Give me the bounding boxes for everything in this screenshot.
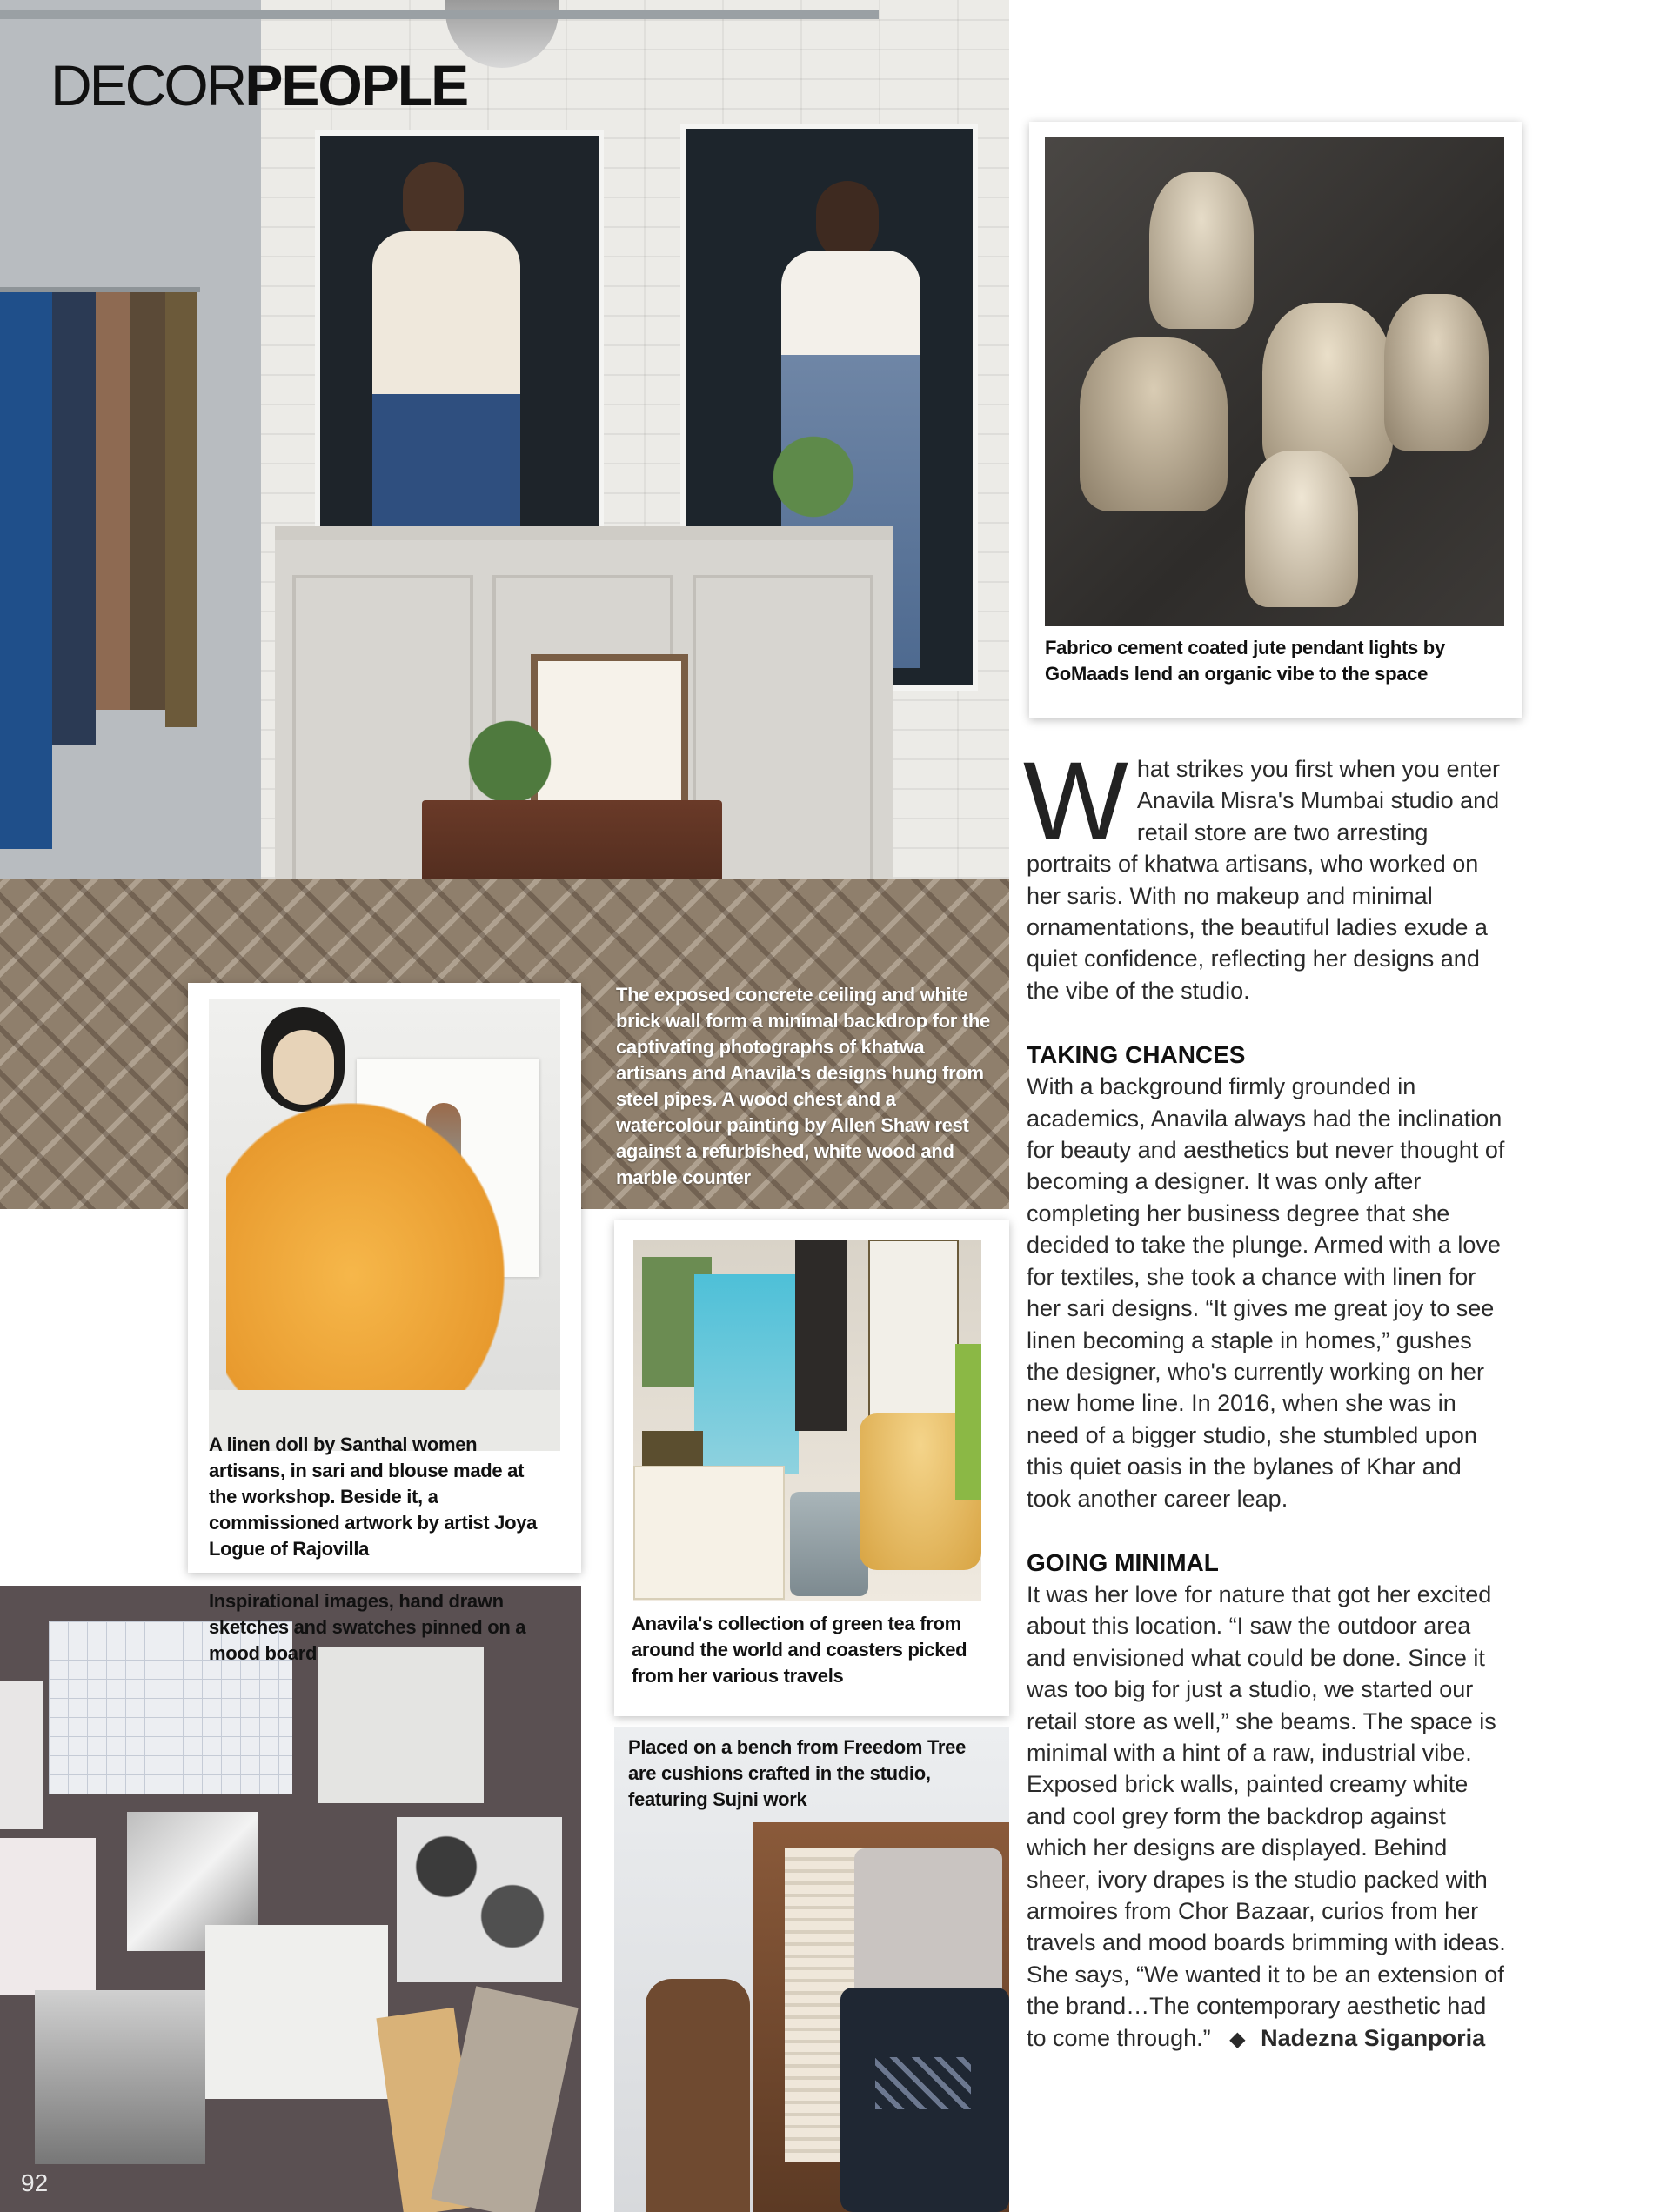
page-number: 92 [21, 2169, 49, 2196]
studio-caption: The exposed concrete ceiling and white brick wall form a minimal backdrop for the captivating photographs of khatwa artisans and Anavila's designs hung from steel pipes. A wood chest and a watercolour painting by Allen Shaw rest against a refurbished, white wood and marble counter [616, 984, 990, 1188]
doll-caption: A linen doll by Santhal women artisans, in sari and blouse made at the workshop. Beside it, a commissioned artwork by artist Joya Logue of Rajovilla [209, 1433, 538, 1560]
intro-text: hat strikes you first when you enter Anavila Misra's Mumbai studio and retail store are two arresting portraits of khatwa artisans, who worked on her saris. With no makeup and minimal ornamentations, the beautiful ladies exude a quiet confidence, reflecting her designs and the vibe of the studio. [1027, 756, 1501, 1004]
tea-photo-frame [614, 1220, 1009, 1716]
pendant-photo [1045, 137, 1504, 626]
doll-photo [209, 999, 560, 1451]
pendant-caption: Fabrico cement coated jute pendant lights by GoMaads lend an organic vibe to the space [1045, 637, 1445, 685]
doll-head [261, 1007, 345, 1112]
end-mark-icon: ◆ [1229, 2027, 1246, 2051]
tea-photo [633, 1240, 981, 1601]
section-title-going-minimal: GOING MINIMAL [1027, 1548, 1219, 1576]
drop-cap: W [1023, 739, 1128, 864]
going-minimal-text: It was her love for nature that got her excited about this location. “I saw the outdoor area and envisioned what could be done. Since it was too big for just a studio, we started our retail store as well,” she beams. The space is minimal with a hint of a raw, industrial vibe. Exposed brick walls, painted creamy white and cool grey form the backdrop against which her designs are displayed. Behind sheer, ivory drapes is the studio packed with armoires from Chor Bazaar, curios from her travels and mood boards brimming with ideas. She says, “We wanted it to be an extension of the brand…The contemporary aesthetic had to come through.” [1027, 1580, 1506, 2051]
section-body-taking-chances: With a background firmly grounded in academics, Anavila always had the inclination for beauty and aesthetics but never thought of becoming a designer. It was only after completing her business degree that she decided to take the plunge. Armed with a love for textiles, she took a chance with linen for her sari designs. “It gives me great joy to see linen becoming a staple in homes,” gushes the designer, who's currently working on her new home line. In 2016, when she was in need of a bigger studio, she stumbled upon this quiet oasis in the bylanes of Khar and took another career leap. [1027, 1073, 1505, 1512]
moodboard-photo [0, 1586, 581, 2212]
portrait-artisan-1 [315, 130, 604, 541]
section-header-thin: DECOR [50, 53, 245, 117]
bench-caption: Placed on a bench from Freedom Tree are cushions crafted in the studio, featuring Sujni work [628, 1736, 967, 1810]
section-title-taking-chances: TAKING CHANCES [1027, 1041, 1246, 1069]
potted-plant [757, 409, 870, 522]
article-body [1023, 739, 1509, 2055]
moodboard-caption: Inspirational images, hand drawn sketches and swatches pinned on a mood board [209, 1590, 526, 1664]
pendant-photo-frame [1029, 122, 1522, 718]
intro-paragraph [1023, 739, 1509, 1006]
clothes-rack [0, 287, 200, 879]
section-body-going-minimal [1027, 1579, 1509, 2055]
tea-caption: Anavila's collection of green tea from around the world and coasters picked from her various travels [632, 1613, 967, 1687]
doll-sari [226, 1103, 505, 1416]
section-header-bold: PEOPLE [244, 53, 468, 117]
steel-pipe [0, 10, 879, 19]
doll-photo-frame [188, 983, 581, 1573]
author-name: Nadezna Siganporia [1261, 2024, 1486, 2051]
potted-plant [440, 705, 579, 800]
section-header [50, 52, 467, 118]
